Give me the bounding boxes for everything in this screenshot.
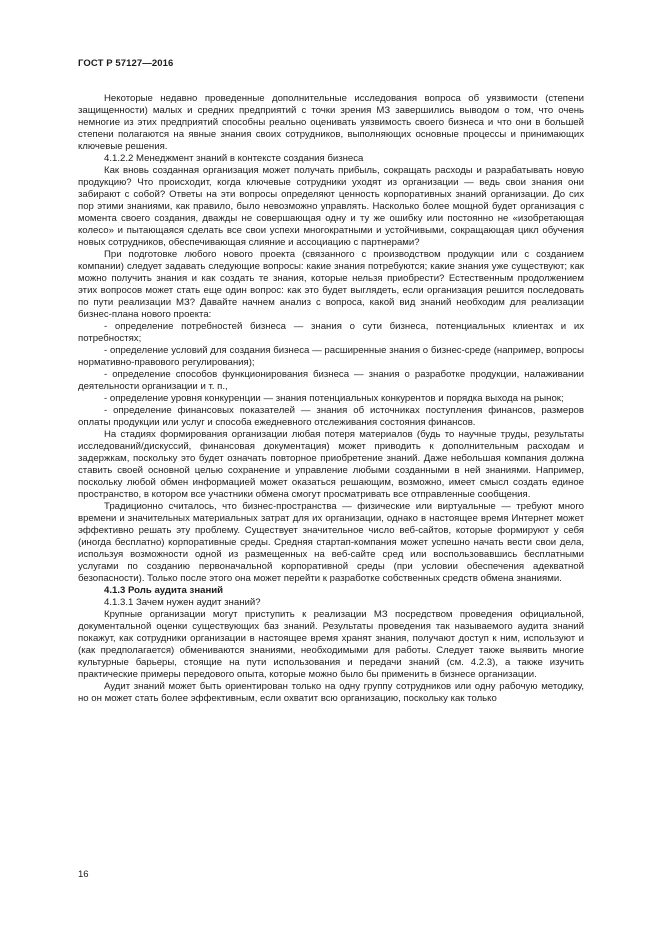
list-item: - определение способов функционирования бизнеса — знания о разработке продукции, налаживании деятельности организации и т. п.,	[78, 369, 584, 392]
list-item: - определение финансовых показателей — знания об источниках поступления финансов, размеров оплаты продукции или услуг и способа ежедневного отслеживания состояния финансов.	[78, 405, 584, 428]
paragraph: При подготовке любого нового проекта (связанного с производством продукции или с созданием компании) следует задавать следующие вопросы: какие знания потребуются; какие знания уже существуют; как можно получить знания и как создать те знания, которые нельзя приобрести? Естественным продолжением этих вопросов может стать еще один вопрос: как это будет выглядеть, если организация решится последовать по пути реализации МЗ? Давайте начнем анализ с вопроса, какой вид знаний необходим для реализации бизнес-плана нового проекта:	[78, 249, 584, 320]
page-number: 16	[78, 869, 89, 880]
paragraph: Некоторые недавно проведенные дополнительные исследования вопроса об уязвимости (степени защищенности) малых и средних предприятий с точки зрения МЗ завершились выводом о том, что очень немногие из этих предприятий способны реально оценивать уязвимость своего бизнеса и что они в большей степени полагаются на явные знания своих сотрудников, выполняющих основные процессы и принимающих ключевые решения.	[78, 93, 584, 152]
document-header: ГОСТ Р 57127—2016	[78, 58, 174, 69]
list-item: - определение уровня конкуренции — знания потенциальных конкурентов и порядка выхода на рынок;	[104, 393, 564, 404]
section-heading: 4.1.2.2 Менеджмент знаний в контексте создания бизнеса	[104, 153, 364, 164]
list-item: - определение потребностей бизнеса — знания о сути бизнеса, потенциальных клиентах и их потребностях;	[78, 321, 584, 344]
paragraph: Крупные организации могут приступить к реализации МЗ посредством проведения официальной, документальной оценки существующих баз знаний. Результаты проведения так называемого аудита знаний покажут, как сотрудники организации в настоящее время хранят знания, получают доступ к ним, используют и (как предполагается) обмениваются знаниями, необходимыми для работы. Следует также выявить многие культурные барьеры, стоящие на пути использования и передачи знаний (см. 4.2.3), а также изучить практические примеры передового опыта, которые можно было бы применить в бизнесе организации.	[78, 609, 584, 680]
section-heading-bold: 4.1.3 Роль аудита знаний	[104, 585, 224, 596]
paragraph: Аудит знаний может быть ориентирован только на одну группу сотрудников или одну рабочую методику, но он может стать более эффективным, если охватит всю организацию, поскольку как только	[78, 681, 584, 704]
section-heading: 4.1.3.1 Зачем нужен аудит знаний?	[104, 597, 261, 608]
document-body	[78, 93, 584, 705]
paragraph: Традиционно считалось, что бизнес-пространства — физические или виртуальные — требуют много времени и значительных материальных затрат для их организации, однако в настоящее время Интернет может эффективно решать эту проблему. Существует значительное число веб-сайтов, которые формируют у себя (иногда бесплатно) корпоративные среды. Средняя стартап-компания может успешно начать вести свои дела, используя возможности одной из размещенных на веб-сайте сред или воспользовавшись бесплатными услугами по созданию первоначальной корпоративной среды (при условии обеспечения адекватной безопасности). Только после этого она может перейти к разработке собственных средств обмена знаниями.	[78, 501, 584, 584]
list-item: - определение условий для создания бизнеса — расширенные знания о бизнес-среде (например, вопросы нормативно-правового регулирования);	[78, 345, 584, 368]
paragraph: Как вновь созданная организация может получать прибыль, сокращать расходы и разрабатывать новую продукцию? Что происходит, когда ключевые сотрудники уходят из организации — ведь свои знания они забирают с собой? Ответы на эти вопросы определяют ценность корпоративных знаний организации. До сих пор этими знаниями, как правило, было невозможно управлять. Насколько более мощной будет организация с момента своего создания, дважды не совершающая одну и ту же ошибку или постоянно не «изобретающая колесо» и пытающаяся сделать все свои успехи многократными и устойчивыми, сокращающая цикл обучения новых сотрудников, обеспечивающая слияние и ассоциацию с партнерами?	[78, 165, 584, 248]
paragraph: На стадиях формирования организации любая потеря материалов (будь то научные труды, результаты исследований/дискуссий, финансовая документация) может приводить к дополнительным расходам и задержкам, поскольку это будет означать повторное приобретение знаний. Даже небольшая компания должна ставить своей основной целью сохранение и управление любыми созданными в ней знаниями. Например, поскольку любой обмен информацией может оказаться решающим, возможно, имеет смысл создать единое пространство, в котором все участники обмена смогут просматривать все отправленные сообщения.	[78, 429, 584, 500]
